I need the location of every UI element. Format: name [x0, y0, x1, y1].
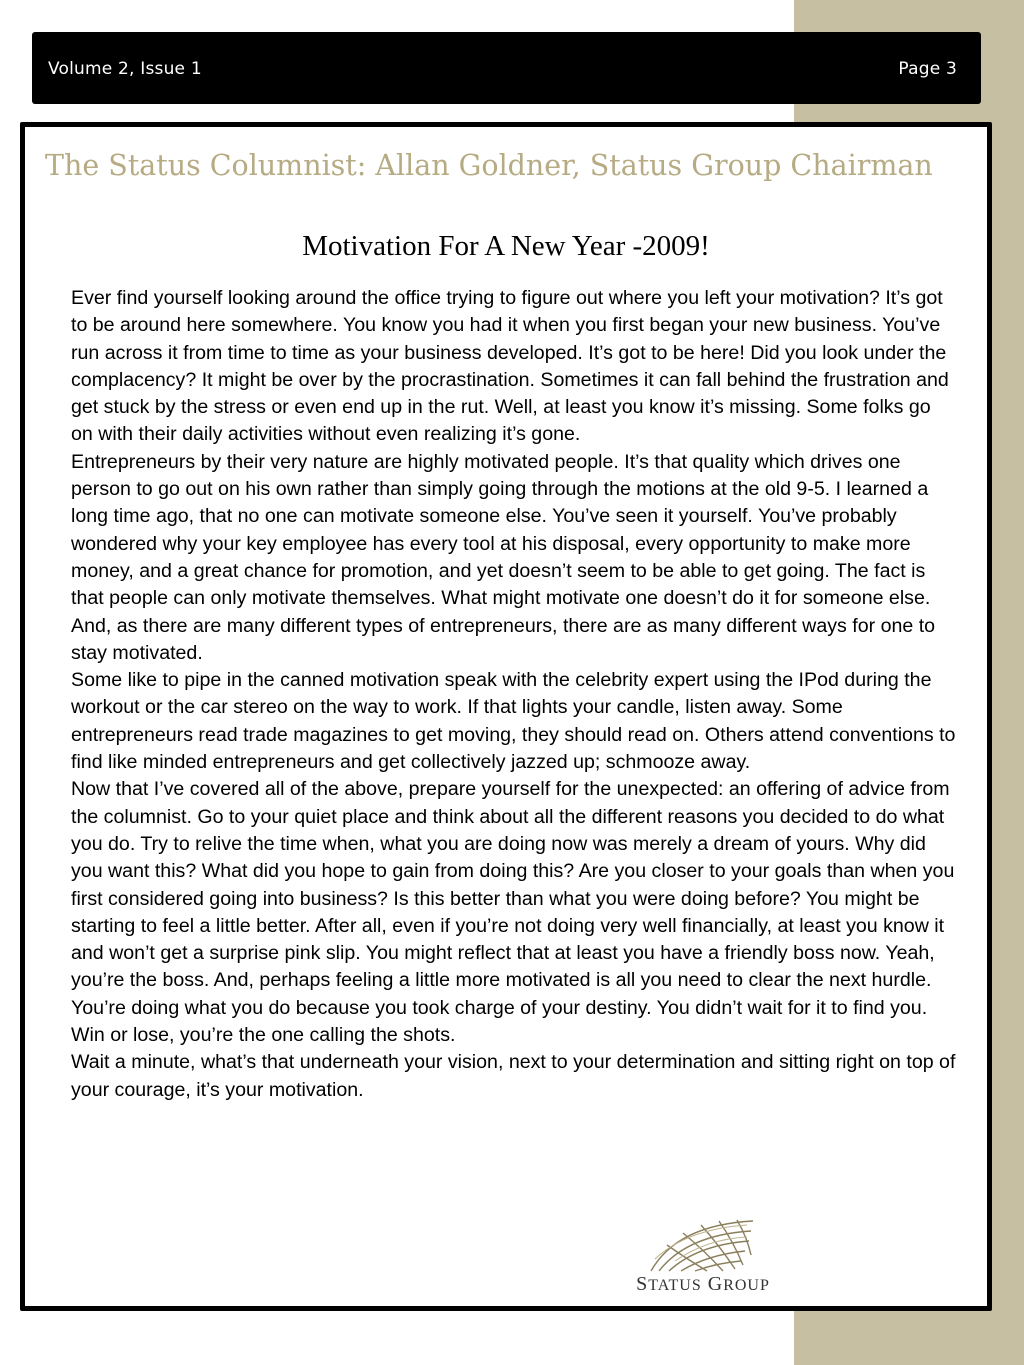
- logo-initial-s: S: [636, 1273, 649, 1295]
- globe-grid-icon: [647, 1215, 757, 1273]
- article-paragraph: Entrepreneurs by their very nature are highly motivated people. It’s that quality which drives one person to go out on his own rather than simply going through the motions at the old 9-5. I learned a long time ago, that no one can motivate someone else. You’ve seen it yourself. You’ve probably wondered why your key employee has every tool at his disposal, every opportunity to make more money, and a great chance for promotion, and yet doesn’t seem to be able to get going. The fact is that people can only motivate themselves. What might motivate one doesn’t do it for someone else. And, as there are many different types of entrepreneurs, there are as many different ways for one to stay motivated.: [71, 450, 936, 664]
- article-body: [71, 285, 956, 1104]
- article-paragraph: Some like to pipe in the canned motivation speak with the celebrity expert using the IPod during the workout or the car stereo on the way to work. If that lights your candle, listen away. Some entrepreneurs read trade magazines to get moving, they should read on. Others attend conventions to find like minded entrepreneurs and get collectively jazzed up; schmooze away.: [71, 669, 956, 774]
- article-paragraph: Now that I’ve covered all of the above, prepare yourself for the unexpected: an offering of advice from the columnist. Go to your quiet place and think about all the different reasons you decided to do what you do. Try to relive the time when, what you are doing now was merely a dream of yours. Why did you want this? What did you hope to gain from doing this? Are you closer to your goals than when you first considered going into business? Is this better than what you were doing before? You might be starting to feel a little better. After all, even if you’re not doing very well financially, at least you know it and won’t get a surprise pink slip. You might reflect that at least you have a friendly boss now. Yeah, you’re the boss. And, perhaps feeling a little more motivated is all you need to clear the next hurdle. You’re doing what you do because you took charge of your destiny. You didn’t wait for it to find you. Win or lose, you’re the one calling the shots.: [71, 778, 955, 1047]
- logo-initial-g: G: [707, 1273, 724, 1295]
- logo-word-status: TATUS: [648, 1277, 702, 1294]
- article-paragraph: Wait a minute, what’s that underneath your vision, next to your determination and sitting right on top of your courage, it’s your motivation.: [71, 1051, 956, 1101]
- logo-word-group: ROUP: [723, 1277, 770, 1294]
- issue-label: Volume 2, Issue 1: [48, 59, 202, 79]
- header-bar: [32, 32, 981, 104]
- status-group-logo: [613, 1215, 793, 1303]
- article-box: [20, 122, 992, 1311]
- columnist-title: The Status Columnist: Allan Goldner, Status Group Chairman: [45, 149, 933, 182]
- page-number: Page 3: [898, 59, 957, 79]
- article-title: Motivation For A New Year -2009!: [302, 230, 710, 262]
- logo-text: [613, 1273, 793, 1296]
- article-paragraph: Ever find yourself looking around the office trying to figure out where you left your motivation? It’s got to be around here somewhere. You know you had it when you first began your new business. You’ve run across it from time to time as your business developed. It’s got to be here! Did you look under the complacency? It might be over by the procrastination. Sometimes it can fall behind the frustration and get stuck by the stress or even end up in the rut. Well, at least you know it’s missing. Some folks go on with their daily activities without even realizing it’s gone.: [71, 287, 949, 446]
